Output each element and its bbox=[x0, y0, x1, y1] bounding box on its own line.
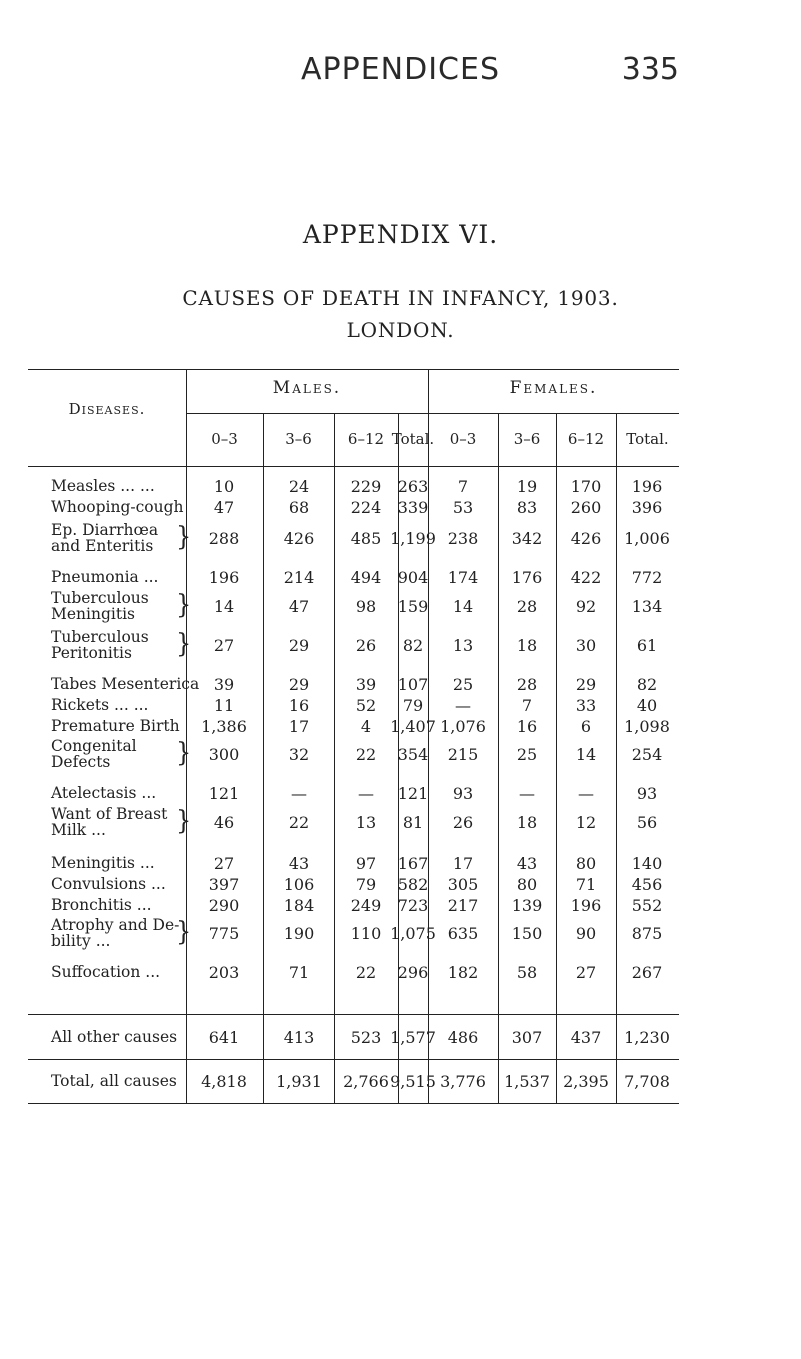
cell-value: 184 bbox=[283, 896, 315, 915]
cell-value: 426 bbox=[283, 529, 315, 548]
table-row bbox=[0, 520, 801, 555]
cell-value: 27 bbox=[575, 963, 597, 982]
row-label bbox=[51, 964, 186, 980]
cell-value: 16 bbox=[516, 717, 538, 736]
row-label-line: Rickets ... ... bbox=[51, 696, 149, 714]
cell-value: 1,076 bbox=[440, 717, 486, 736]
cell-value: 58 bbox=[516, 963, 538, 982]
cell-value: 140 bbox=[631, 854, 663, 873]
cell-value: 422 bbox=[570, 568, 602, 587]
cell-value: 167 bbox=[397, 854, 429, 873]
cell-value: 121 bbox=[397, 784, 429, 803]
row-label bbox=[51, 855, 186, 871]
table-row bbox=[0, 627, 801, 662]
cell-value: 93 bbox=[636, 784, 658, 803]
row-label bbox=[51, 697, 186, 713]
cell-value: 71 bbox=[288, 963, 310, 982]
cell-value: 61 bbox=[636, 636, 658, 655]
cell-value: 2,395 bbox=[563, 1072, 609, 1091]
row-label-line: Peritonitis bbox=[51, 644, 132, 662]
cell-value: 288 bbox=[208, 529, 240, 548]
cell-value: 79 bbox=[402, 696, 424, 715]
cell-value: 1,577 bbox=[390, 1028, 436, 1047]
cell-value: 13 bbox=[452, 636, 474, 655]
cell-value: 80 bbox=[575, 854, 597, 873]
cell-value: 254 bbox=[631, 745, 663, 764]
table-row bbox=[0, 785, 801, 803]
cell-value: 10 bbox=[213, 477, 235, 496]
row-label bbox=[51, 897, 186, 913]
other-causes-top-rule bbox=[28, 1014, 679, 1015]
label-brace: } bbox=[176, 804, 192, 836]
row-label-line: Tabes Mesenterica bbox=[51, 675, 200, 693]
cell-value: 305 bbox=[447, 875, 479, 894]
table-row bbox=[0, 876, 801, 894]
row-label bbox=[51, 876, 186, 892]
cell-value: 1,098 bbox=[624, 717, 670, 736]
diseases-header: Diseases. bbox=[68, 400, 146, 418]
cell-value: 26 bbox=[452, 813, 474, 832]
cell-value: 635 bbox=[447, 924, 479, 943]
table-row bbox=[0, 588, 801, 623]
cell-value: 456 bbox=[631, 875, 663, 894]
col-header-females-3-6: 3–6 bbox=[513, 430, 541, 448]
cell-value: 40 bbox=[636, 696, 658, 715]
row-label bbox=[51, 569, 186, 585]
row-label-line: Atrophy and De- bbox=[51, 916, 180, 934]
cell-value: 18 bbox=[516, 636, 538, 655]
cell-value: 17 bbox=[288, 717, 310, 736]
row-label bbox=[51, 785, 186, 801]
other-causes-row bbox=[0, 1029, 801, 1047]
cell-value: 29 bbox=[288, 675, 310, 694]
cell-value: 80 bbox=[516, 875, 538, 894]
cell-value: — bbox=[358, 784, 374, 803]
row-label-line: Total, all causes bbox=[51, 1072, 177, 1090]
cell-value: 33 bbox=[575, 696, 597, 715]
row-label-line: Meningitis ... bbox=[51, 854, 155, 872]
cell-value: 486 bbox=[447, 1028, 479, 1047]
row-label-line: Premature Birth bbox=[51, 717, 180, 735]
running-head bbox=[0, 38, 801, 87]
table-row bbox=[0, 718, 801, 736]
row-label-line: Atelectasis ... bbox=[51, 784, 157, 802]
cell-value: 90 bbox=[575, 924, 597, 943]
row-label bbox=[51, 806, 186, 838]
row-label-line: Tuberculous bbox=[51, 628, 149, 646]
cell-value: 150 bbox=[511, 924, 543, 943]
cell-value: 82 bbox=[402, 636, 424, 655]
cell-value: — bbox=[291, 784, 307, 803]
total-top-rule bbox=[28, 1059, 679, 1060]
header-mid-rule bbox=[186, 413, 679, 414]
table-bottom-rule bbox=[28, 1103, 679, 1104]
row-label-line: Bronchitis ... bbox=[51, 896, 152, 914]
cell-value: 39 bbox=[355, 675, 377, 694]
cell-value: 27 bbox=[213, 636, 235, 655]
cell-value: 17 bbox=[452, 854, 474, 873]
cell-value: 174 bbox=[447, 568, 479, 587]
table-row bbox=[0, 855, 801, 873]
cell-value: 43 bbox=[516, 854, 538, 873]
col-header-males-total: Total. bbox=[391, 430, 435, 448]
cell-value: 52 bbox=[355, 696, 377, 715]
cell-value: 7 bbox=[457, 477, 469, 496]
cell-value: 290 bbox=[208, 896, 240, 915]
cell-value: 9,515 bbox=[390, 1072, 436, 1091]
cell-value: 494 bbox=[350, 568, 382, 587]
label-brace: } bbox=[176, 915, 192, 947]
cell-value: 7 bbox=[521, 696, 533, 715]
cell-value: 203 bbox=[208, 963, 240, 982]
cell-value: 1,199 bbox=[390, 529, 436, 548]
cell-value: 1,006 bbox=[624, 529, 670, 548]
row-label bbox=[51, 917, 186, 949]
cell-value: 300 bbox=[208, 745, 240, 764]
cell-value: 772 bbox=[631, 568, 663, 587]
table-row bbox=[0, 804, 801, 839]
cell-value: 582 bbox=[397, 875, 429, 894]
cell-value: 16 bbox=[288, 696, 310, 715]
cell-value: 342 bbox=[511, 529, 543, 548]
row-label bbox=[51, 1073, 186, 1089]
cell-value: 190 bbox=[283, 924, 315, 943]
table-row bbox=[0, 736, 801, 771]
cell-value: 107 bbox=[397, 675, 429, 694]
cell-value: 413 bbox=[283, 1028, 315, 1047]
row-label bbox=[51, 675, 200, 693]
cell-value: 263 bbox=[397, 477, 429, 496]
cell-value: 7,708 bbox=[624, 1072, 670, 1091]
cell-value: 71 bbox=[575, 875, 597, 894]
row-label-line: Ep. Diarrhœa bbox=[51, 521, 159, 539]
row-label bbox=[51, 522, 186, 554]
row-label bbox=[51, 499, 186, 515]
cell-value: 139 bbox=[511, 896, 543, 915]
cell-value: 46 bbox=[213, 813, 235, 832]
cell-value: 39 bbox=[213, 675, 235, 694]
cell-value: 397 bbox=[208, 875, 240, 894]
col-header-females-total: Total. bbox=[626, 430, 669, 448]
cell-value: 22 bbox=[355, 963, 377, 982]
cell-value: 83 bbox=[516, 498, 538, 517]
cell-value: 217 bbox=[447, 896, 479, 915]
col-header-males-6-12: 6–12 bbox=[347, 430, 385, 448]
col-header-males-0-3: 0–3 bbox=[211, 430, 238, 448]
cell-value: 260 bbox=[570, 498, 602, 517]
row-label bbox=[51, 629, 186, 661]
cell-value: 92 bbox=[575, 597, 597, 616]
label-brace: } bbox=[176, 627, 192, 659]
cell-value: 1,931 bbox=[276, 1072, 322, 1091]
cell-value: 437 bbox=[570, 1028, 602, 1047]
cell-value: 723 bbox=[397, 896, 429, 915]
row-label-line: Whooping-cough bbox=[51, 498, 184, 516]
cell-value: 14 bbox=[213, 597, 235, 616]
cell-value: 170 bbox=[570, 477, 602, 496]
cell-value: 196 bbox=[570, 896, 602, 915]
cell-value: 396 bbox=[631, 498, 663, 517]
cell-value: 47 bbox=[213, 498, 235, 517]
cell-value: 4 bbox=[360, 717, 372, 736]
females-header: Females. bbox=[509, 378, 598, 398]
cell-value: 134 bbox=[631, 597, 663, 616]
row-label bbox=[51, 718, 186, 734]
cell-value: 307 bbox=[511, 1028, 543, 1047]
table-row bbox=[0, 676, 801, 694]
cell-value: 6 bbox=[580, 717, 592, 736]
cell-value: 1,230 bbox=[624, 1028, 670, 1047]
cell-value: 29 bbox=[575, 675, 597, 694]
row-label bbox=[51, 478, 186, 494]
row-label bbox=[51, 590, 186, 622]
row-label-line: Convulsions ... bbox=[51, 875, 166, 893]
cell-value: 641 bbox=[208, 1028, 240, 1047]
table-row bbox=[0, 697, 801, 715]
table-row bbox=[0, 915, 801, 950]
cell-value: 354 bbox=[397, 745, 429, 764]
row-label-line: Defects bbox=[51, 753, 111, 771]
cell-value: 196 bbox=[631, 477, 663, 496]
cell-value: 30 bbox=[575, 636, 597, 655]
label-brace: } bbox=[176, 588, 192, 620]
row-label-line: Meningitis bbox=[51, 605, 135, 623]
cell-value: 904 bbox=[397, 568, 429, 587]
table-subtitle: LONDON. bbox=[346, 318, 455, 342]
col-header-females-0-3: 0–3 bbox=[449, 430, 477, 448]
row-label-line: Milk ... bbox=[51, 821, 106, 839]
cell-value: 1,075 bbox=[390, 924, 436, 943]
cell-value: 47 bbox=[288, 597, 310, 616]
cell-value: 28 bbox=[516, 675, 538, 694]
row-label-line: Suffocation ... bbox=[51, 963, 161, 981]
cell-value: 22 bbox=[355, 745, 377, 764]
cell-value: 25 bbox=[452, 675, 474, 694]
cell-value: — bbox=[578, 784, 594, 803]
cell-value: 214 bbox=[283, 568, 315, 587]
cell-value: 27 bbox=[213, 854, 235, 873]
cell-value: 98 bbox=[355, 597, 377, 616]
cell-value: 4,818 bbox=[201, 1072, 247, 1091]
label-brace: } bbox=[176, 736, 192, 768]
cell-value: 11 bbox=[213, 696, 235, 715]
cell-value: 25 bbox=[516, 745, 538, 764]
row-label-line: Pneumonia ... bbox=[51, 568, 159, 586]
cell-value: 97 bbox=[355, 854, 377, 873]
cell-value: 296 bbox=[397, 963, 429, 982]
row-label bbox=[51, 738, 186, 770]
cell-value: 28 bbox=[516, 597, 538, 616]
table-row bbox=[0, 964, 801, 982]
row-label bbox=[51, 1029, 186, 1045]
cell-value: 19 bbox=[516, 477, 538, 496]
cell-value: 875 bbox=[631, 924, 663, 943]
cell-value: 224 bbox=[350, 498, 382, 517]
cell-value: 2,766 bbox=[343, 1072, 389, 1091]
cell-value: 1,537 bbox=[504, 1072, 550, 1091]
row-label-line: bility ... bbox=[51, 932, 111, 950]
cell-value: 32 bbox=[288, 745, 310, 764]
cell-value: 215 bbox=[447, 745, 479, 764]
cell-value: 12 bbox=[575, 813, 597, 832]
cell-value: 56 bbox=[636, 813, 658, 832]
cell-value: 196 bbox=[208, 568, 240, 587]
page-number: 335 bbox=[621, 52, 679, 87]
cell-value: 182 bbox=[447, 963, 479, 982]
cell-value: 81 bbox=[402, 813, 424, 832]
cell-value: — bbox=[519, 784, 535, 803]
cell-value: 339 bbox=[397, 498, 429, 517]
cell-value: 775 bbox=[208, 924, 240, 943]
cell-value: 43 bbox=[288, 854, 310, 873]
cell-value: 267 bbox=[631, 963, 663, 982]
cell-value: 121 bbox=[208, 784, 240, 803]
row-label-line: Congenital bbox=[51, 737, 137, 755]
cell-value: 18 bbox=[516, 813, 538, 832]
cell-value: 106 bbox=[283, 875, 315, 894]
cell-value: 82 bbox=[636, 675, 658, 694]
cell-value: 14 bbox=[452, 597, 474, 616]
header-bottom-rule bbox=[28, 466, 679, 467]
cell-value: 159 bbox=[397, 597, 429, 616]
table-row bbox=[0, 499, 801, 517]
label-brace: } bbox=[176, 520, 192, 552]
cell-value: 229 bbox=[350, 477, 382, 496]
row-label-line: All other causes bbox=[51, 1028, 178, 1046]
cell-value: 1,407 bbox=[390, 717, 436, 736]
cell-value: 426 bbox=[570, 529, 602, 548]
cell-value: 68 bbox=[288, 498, 310, 517]
cell-value: 53 bbox=[452, 498, 474, 517]
row-label-line: Want of Breast bbox=[51, 805, 168, 823]
cell-value: 79 bbox=[355, 875, 377, 894]
cell-value: 22 bbox=[288, 813, 310, 832]
row-label-line: and Enteritis bbox=[51, 537, 154, 555]
cell-value: 13 bbox=[355, 813, 377, 832]
col-header-males-3-6: 3–6 bbox=[285, 430, 312, 448]
males-header: Males. bbox=[272, 378, 342, 398]
cell-value: 14 bbox=[575, 745, 597, 764]
appendix-heading: APPENDIX VI. bbox=[302, 220, 499, 249]
cell-value: 485 bbox=[350, 529, 382, 548]
cell-value: 3,776 bbox=[440, 1072, 486, 1091]
cell-value: 552 bbox=[631, 896, 663, 915]
row-label-line: Measles ... ... bbox=[51, 477, 155, 495]
cell-value: 26 bbox=[355, 636, 377, 655]
table-row bbox=[0, 569, 801, 587]
cell-value: 24 bbox=[288, 477, 310, 496]
cell-value: — bbox=[455, 696, 471, 715]
cell-value: 1,386 bbox=[201, 717, 247, 736]
row-label-line: Tuberculous bbox=[51, 589, 149, 607]
cell-value: 176 bbox=[511, 568, 543, 587]
table-title: CAUSES OF DEATH IN INFANCY, 1903. bbox=[182, 286, 619, 310]
col-header-females-6-12: 6–12 bbox=[567, 430, 605, 448]
cell-value: 110 bbox=[350, 924, 382, 943]
table-top-rule bbox=[28, 369, 679, 370]
cell-value: 93 bbox=[452, 784, 474, 803]
cell-value: 249 bbox=[350, 896, 382, 915]
cell-value: 523 bbox=[350, 1028, 382, 1047]
table-row bbox=[0, 478, 801, 496]
total-row bbox=[0, 1073, 801, 1091]
table-row bbox=[0, 897, 801, 915]
running-title: APPENDICES bbox=[301, 52, 500, 87]
cell-value: 238 bbox=[447, 529, 479, 548]
cell-value: 29 bbox=[288, 636, 310, 655]
